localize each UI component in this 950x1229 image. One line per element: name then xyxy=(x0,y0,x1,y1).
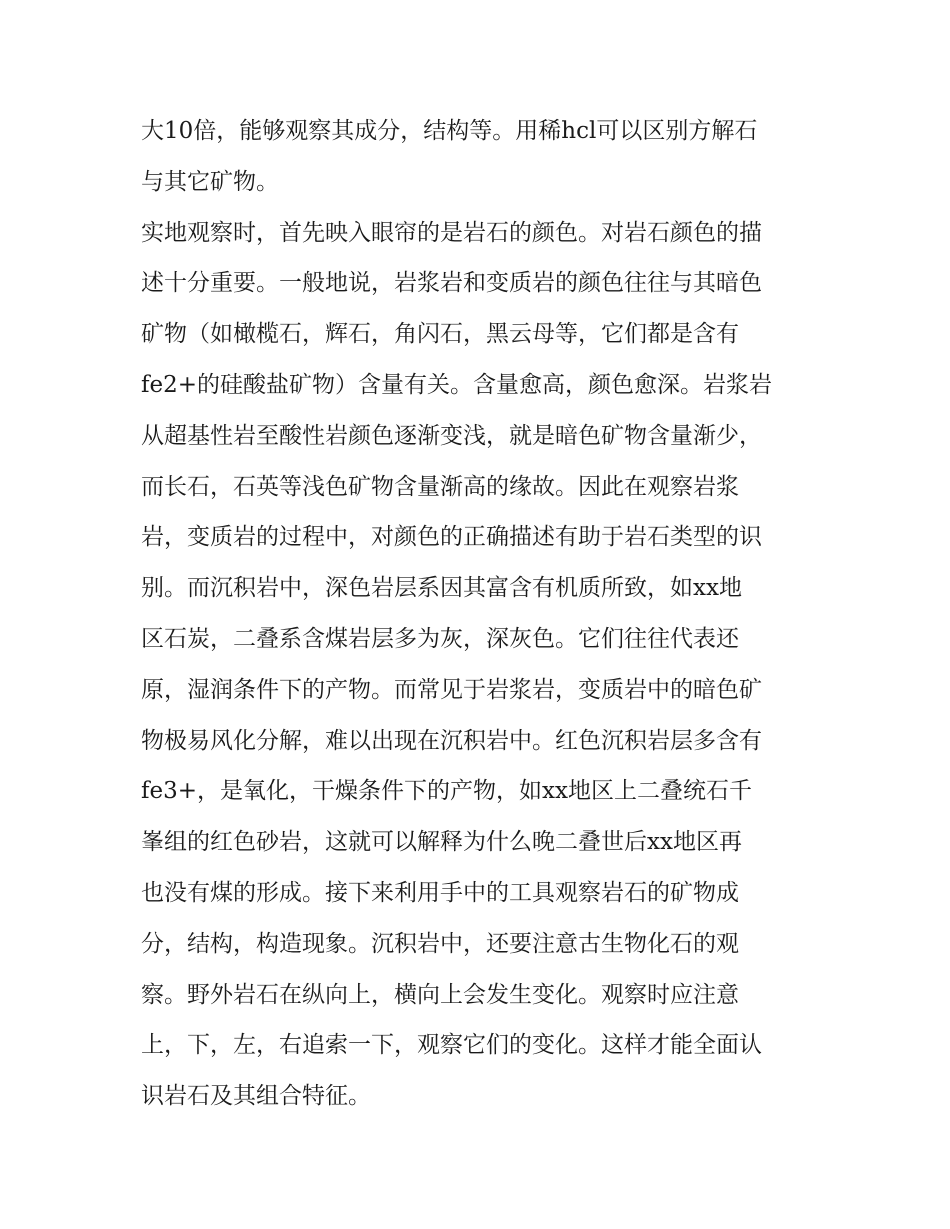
text-line: 识岩石及其组合特征。 xyxy=(141,1083,371,1110)
text-line: 述十分重要。一般地说，岩浆岩和变质岩的颜色往往与其暗色 xyxy=(141,270,762,297)
text-line: 实地观察时，首先映入眼帘的是岩石的颜色。对岩石颜色的描 xyxy=(141,219,762,246)
text-line: 峯组的红色砂岩，这就可以解释为什么晚二叠世后xx地区再 xyxy=(141,829,742,856)
text-line: fe2+的硅酸盐矿物）含量有关。含量愈高，颜色愈深。岩浆岩 xyxy=(141,371,773,398)
text-line: 矿物（如橄榄石，辉石，角闪石，黑云母等，它们都是含有 xyxy=(141,321,739,348)
text-line: 大10倍，能够观察其成分，结构等。用稀hcl可以区别方解石 xyxy=(141,118,758,144)
text-line: 区石炭，二叠系含煤岩层多为灰，深灰色。它们往往代表还 xyxy=(141,625,739,652)
text-line: 分，结构，构造现象。沉积岩中，还要注意古生物化石的观 xyxy=(141,930,739,957)
text-line: 上，下，左，右追索一下，观察它们的变化。这样才能全面认 xyxy=(141,1032,762,1059)
text-line: 物极易风化分解，难以出现在沉积岩中。红色沉积岩层多含有 xyxy=(141,727,762,754)
text-line: 岩，变质岩的过程中，对颜色的正确描述有助于岩石类型的识 xyxy=(141,524,762,551)
text-line: 别。而沉积岩中，深色岩层系因其富含有机质所致，如xx地 xyxy=(141,575,742,602)
text-line: 与其它矿物。 xyxy=(141,168,279,195)
text-line: 从超基性岩至酸性岩颜色逐渐变浅，就是暗色矿物含量渐少， xyxy=(141,422,762,449)
text-line: 原，湿润条件下的产物。而常见于岩浆岩，变质岩中的暗色矿 xyxy=(141,676,762,703)
text-line: fe3+，是氧化，干燥条件下的产物，如xx地区上二叠统石千 xyxy=(141,778,752,805)
text-line: 而长石，石英等浅色矿物含量渐高的缘故。因此在观察岩浆 xyxy=(141,473,739,500)
body-text xyxy=(141,106,821,1122)
text-line: 也没有煤的形成。接下来利用手中的工具观察岩石的矿物成 xyxy=(141,879,739,906)
text-line: 察。野外岩石在纵向上，横向上会发生变化。观察时应注意 xyxy=(141,981,739,1008)
